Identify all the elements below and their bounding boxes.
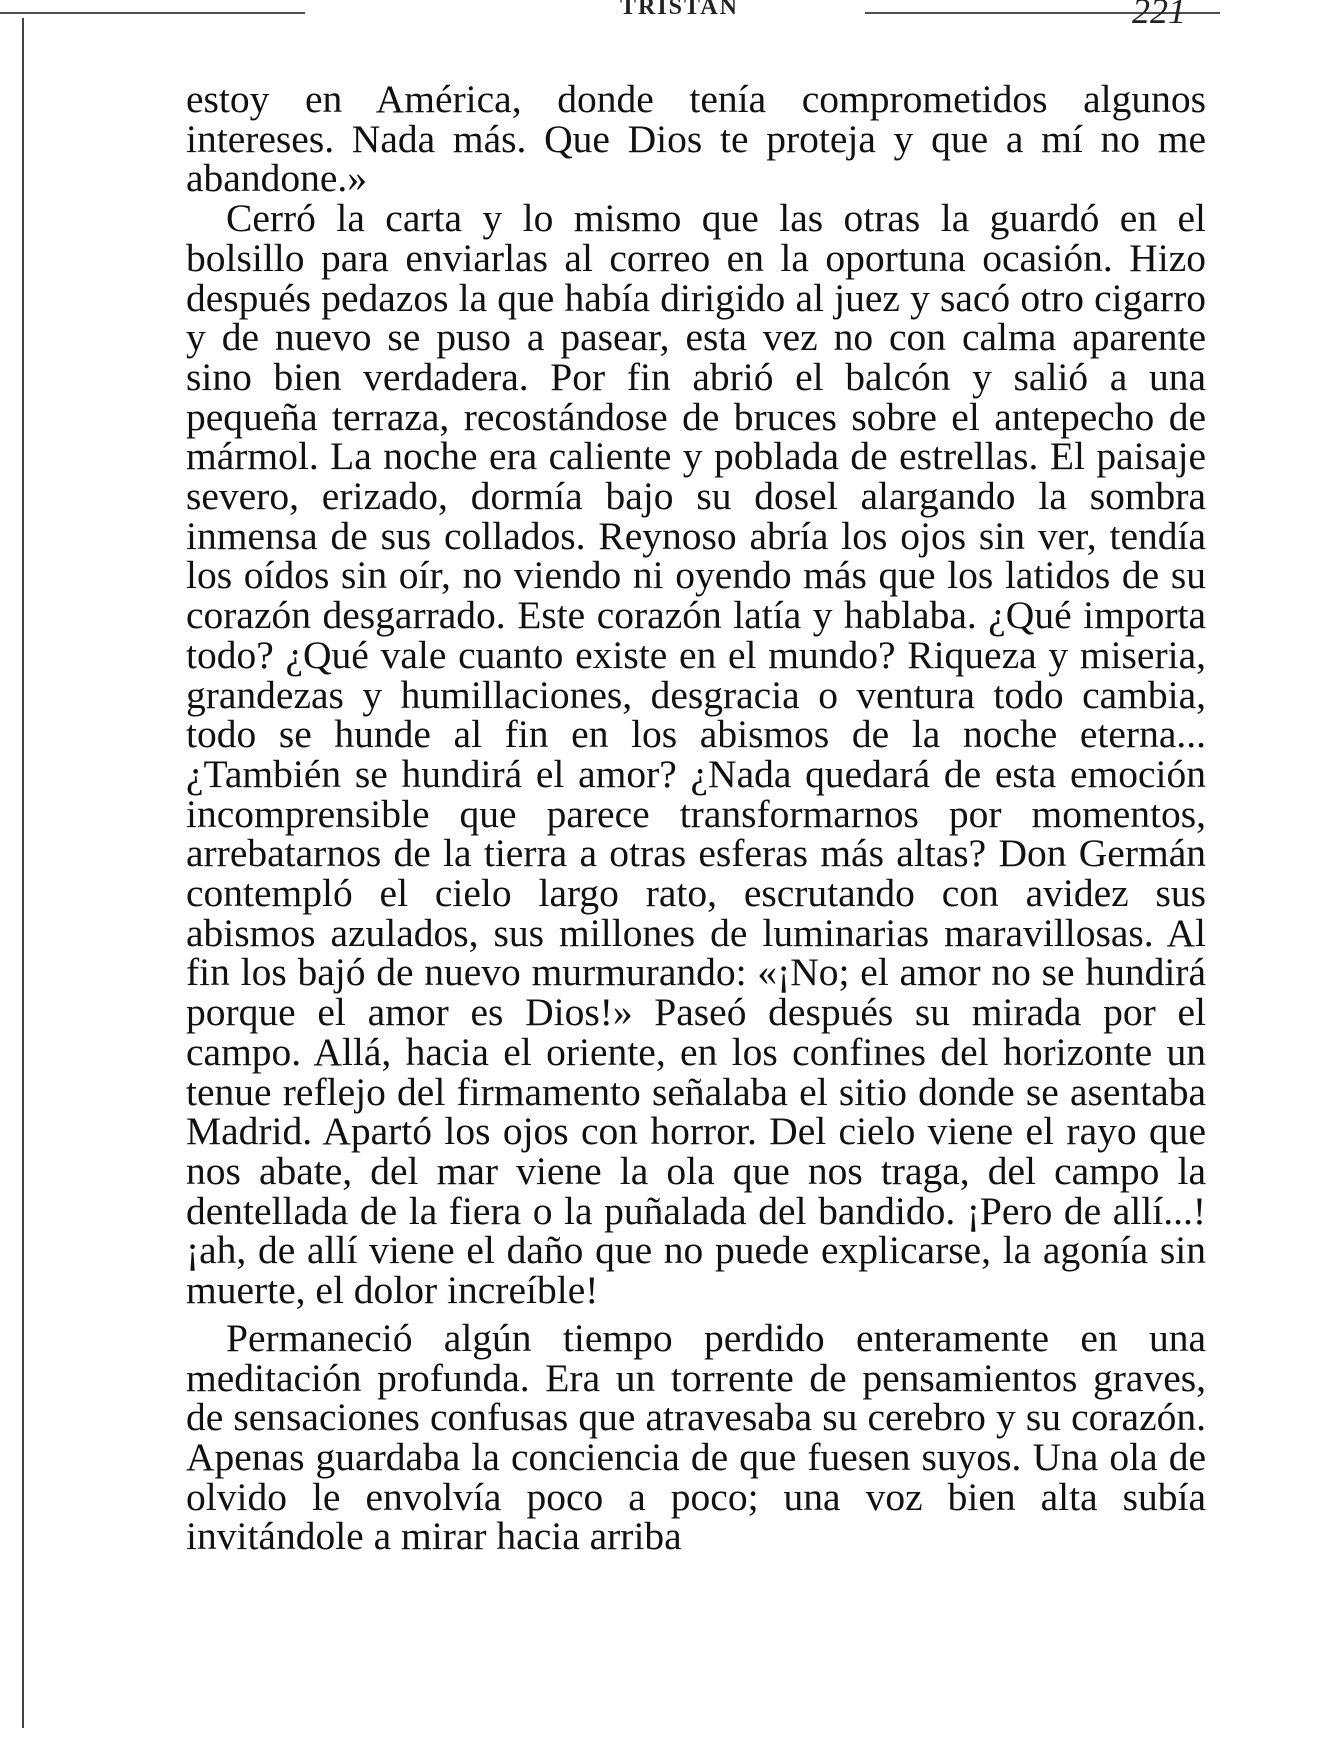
header-rule-left — [0, 12, 305, 14]
body-text — [186, 77, 1206, 1559]
paragraph: Cerró la carta y lo mismo que las otras la guardó en el bolsillo para enviarlas al correo en la oportuna ocasión. Hizo después pedazos la que había dirigido al juez y sacó otro cigarro y de nuevo se puso a pasear, esta vez no con calma aparente sino bien verdadera. Por fin abrió el balcón y salió a una pequeña terraza, recostándose de bruces sobre el antepecho de mármol. La noche era caliente y poblada de estrellas. El paisaje severo, erizado, dormía bajo su dosel alargando la sombra inmensa de sus collados. Reynoso abría los ojos sin ver, tendía los oídos sin oír, no viendo ni oyendo más que los latidos de su corazón desgarrado. Este corazón latía y hablaba. ¿Qué importa todo? ¿Qué vale cuanto existe en el mundo? Riqueza y miseria, grandezas y humillaciones, desgracia o ventura todo cambia, todo se hunde al fin en los abismos de la noche eterna... ¿También se hundirá el amor? ¿Nada quedará de esta emoción incomprensible que parece transformarnos por momentos, arrebatarnos de la tierra a otras esferas más altas? Don Germán contempló el cielo largo rato, escrutando con avidez sus abismos azulados, sus millones de luminarias maravillosas. Al fin los bajó de nuevo murmurando: «¡No; el amor no se hundirá porque el amor es Dios!» Paseó después su mirada por el campo. Allá, hacia el oriente, en los confines del horizonte un tenue reflejo del firmamento señalaba el sitio donde se asentaba Madrid. Apartó los ojos con horror. Del cielo viene el rayo que nos abate, del mar viene la ola que nos traga, del campo la dentellada de la fiera o la puñalada del bandido. ¡Pero de allí...! ¡ah, de allí viene el daño que no puede explicarse, la agonía sin muerte, el dolor increíble! — [186, 196, 1206, 1313]
paragraph-continued: estoy en América, donde tenía comprometidos algunos intereses. Nada más. Que Dios te proteja y que a mí no me abandone.» — [186, 77, 1206, 201]
paragraph: Permaneció algún tiempo perdido enteramente en una meditación profunda. Era un torrente de pensamientos graves, de sensaciones confusas que atravesaba su cerebro y su corazón. Apenas guardaba la conciencia de que fuesen suyos. Una ola de olvido le envolvía poco a poco; una voz bien alta subía invitándole a mirar hacia arriba — [186, 1315, 1206, 1559]
page-number: 221 — [1132, 0, 1186, 31]
binding-edge-line — [22, 18, 24, 1728]
running-title: TRISTAN — [620, 0, 739, 20]
